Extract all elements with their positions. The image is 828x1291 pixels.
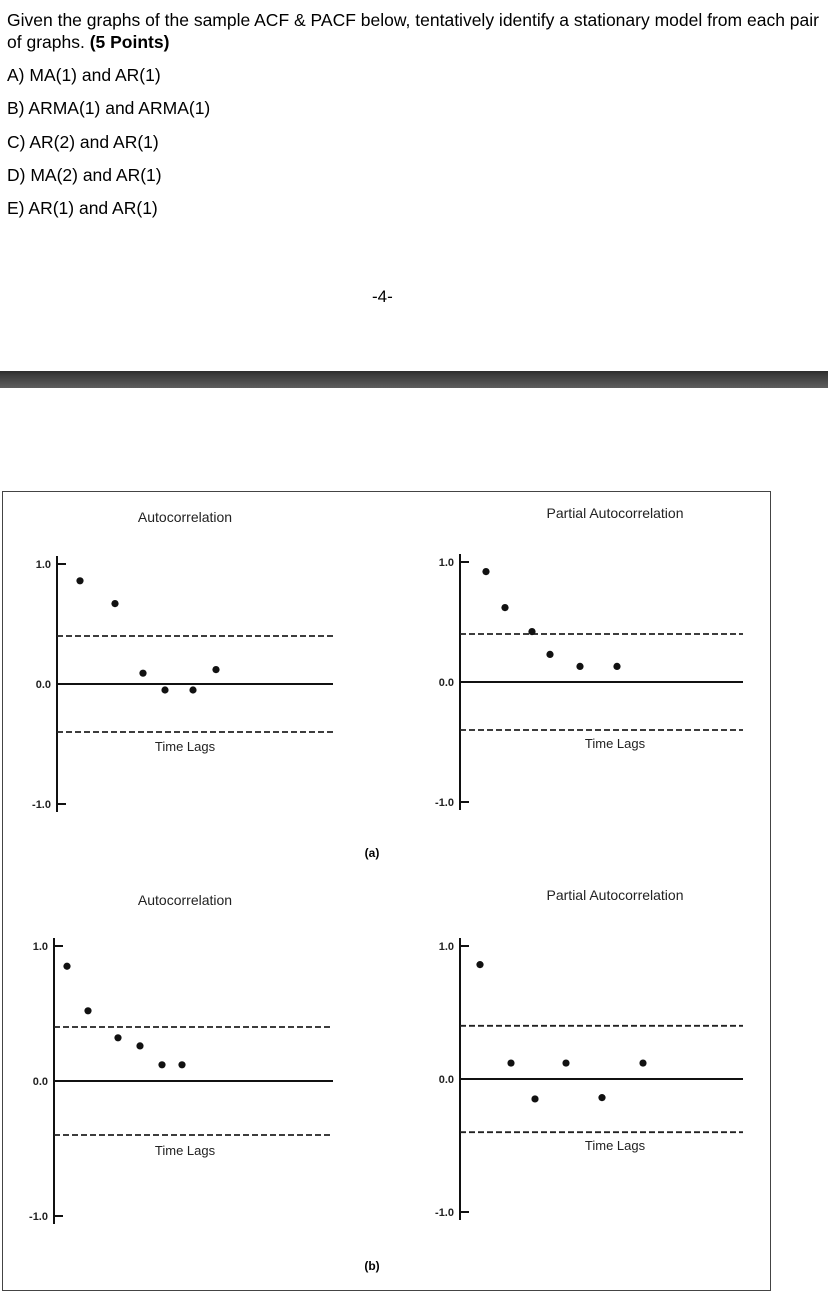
figure-frame xyxy=(2,491,771,1291)
option-d[interactable]: D) MA(2) and AR(1) xyxy=(7,164,162,185)
y-tick-label-a-right: 1.0 xyxy=(438,557,454,569)
question-text xyxy=(7,9,819,53)
figure-label-b: (b) xyxy=(364,1259,380,1273)
y-tick-label-b-left: 1.0 xyxy=(32,941,48,953)
page-number: -4- xyxy=(372,287,393,306)
page-separator xyxy=(0,371,828,388)
y-tick-label-b-right: 1.0 xyxy=(438,941,454,953)
y-tick-label-a-right: -1.0 xyxy=(435,797,454,809)
x-axis-label-a-right: Time Lags xyxy=(584,736,646,751)
chart-title-b-left: Autocorrelation xyxy=(137,892,233,908)
y-tick-label-a-right: 0.0 xyxy=(438,677,454,689)
option-e[interactable]: E) AR(1) and AR(1) xyxy=(7,198,158,219)
y-tick-label-b-left: -1.0 xyxy=(29,1211,48,1223)
x-axis-label-b-right: Time Lags xyxy=(584,1138,646,1153)
option-c[interactable]: C) AR(2) and AR(1) xyxy=(7,131,159,152)
answer-options xyxy=(7,64,210,230)
y-tick-label-a-left: 0.0 xyxy=(35,679,51,691)
y-tick-label-a-left: 1.0 xyxy=(35,559,51,571)
y-tick-label-b-left: 0.0 xyxy=(32,1076,48,1088)
question-prompt: Given the graphs of the sample ACF & PACF below, tentatively identify a stationary model from each pair of graphs. xyxy=(7,10,819,52)
y-tick-label-b-right: 0.0 xyxy=(438,1074,454,1086)
chart-title-a-left: Autocorrelation xyxy=(137,509,233,525)
chart-title-a-right: Partial Autocorrelation xyxy=(546,505,684,521)
x-axis-label-b-left: Time Lags xyxy=(154,1143,216,1158)
y-tick-label-b-right: -1.0 xyxy=(435,1207,454,1219)
x-axis-label-a-left: Time Lags xyxy=(154,739,216,754)
figure-label-a: (a) xyxy=(364,846,380,860)
option-b[interactable]: B) ARMA(1) and ARMA(1) xyxy=(7,98,211,119)
chart-title-b-right: Partial Autocorrelation xyxy=(546,887,684,903)
y-tick-label-a-left: -1.0 xyxy=(32,799,51,811)
question-points: (5 Points) xyxy=(89,32,170,52)
option-a[interactable]: A) MA(1) and AR(1) xyxy=(7,65,161,85)
